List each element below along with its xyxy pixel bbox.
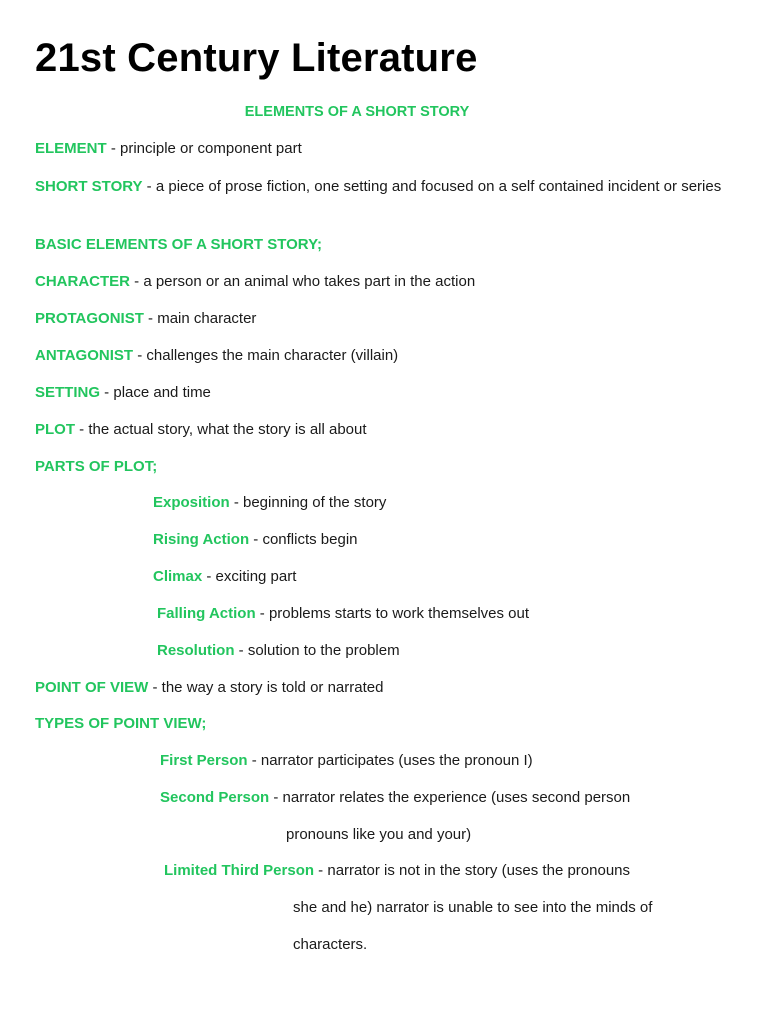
entry-definition: - the actual story, what the story is all about xyxy=(75,421,367,438)
entry-definition: - narrator participates (uses the pronoun I) xyxy=(247,752,533,769)
entry-term: Second Person xyxy=(160,789,270,806)
entry-definition: - challenges the main character (villain) xyxy=(133,347,399,364)
entry-first-person xyxy=(160,750,533,772)
entry-rising-action xyxy=(153,529,358,551)
entry-definition: pronouns like you and your) xyxy=(286,826,472,843)
entry-term: POINT OF VIEW xyxy=(35,679,149,696)
entry-term: Climax xyxy=(153,568,203,585)
entry-term: TYPES OF POINT VIEW; xyxy=(35,715,207,732)
entry-term: SHORT STORY xyxy=(35,178,143,195)
entry-definition: - problems starts to work themselves out xyxy=(255,605,530,622)
entry-term: PROTAGONIST xyxy=(35,310,144,327)
entry-definition: - conflicts begin xyxy=(249,531,358,548)
entry-term: PLOT xyxy=(35,421,75,438)
entry-term: Limited Third Person xyxy=(164,862,315,879)
entry-definition: - narrator relates the experience (uses second person xyxy=(269,789,631,806)
entry-continuation xyxy=(293,934,367,956)
page-title: 21st Century Literature xyxy=(35,36,478,80)
entry-definition: - solution to the problem xyxy=(234,642,400,659)
entry-protagonist xyxy=(35,308,256,330)
entry-definition: - a piece of prose fiction, one setting and focused on a self contained incident or series xyxy=(142,178,722,195)
heading-parts-of-plot xyxy=(35,456,157,478)
entry-term: Rising Action xyxy=(153,531,250,548)
entry-element xyxy=(35,138,302,160)
entry-short-story xyxy=(35,176,735,198)
entry-antagonist xyxy=(35,345,398,367)
entry-term: Falling Action xyxy=(157,605,256,622)
heading-types-of-point-view xyxy=(35,713,206,735)
entry-plot xyxy=(35,419,367,441)
entry-second-person xyxy=(160,787,630,809)
entry-exposition xyxy=(153,492,386,514)
entry-term: CHARACTER xyxy=(35,273,130,290)
entry-falling-action xyxy=(157,603,529,625)
entry-definition: - place and time xyxy=(100,384,211,401)
entry-definition: - the way a story is told or narrated xyxy=(148,679,384,696)
entry-definition: - beginning of the story xyxy=(229,494,387,511)
entry-term: First Person xyxy=(160,752,248,769)
entry-definition: - a person or an animal who takes part in the action xyxy=(130,273,476,290)
entry-definition: - exciting part xyxy=(202,568,297,585)
entry-definition: characters. xyxy=(293,936,368,953)
entry-definition: - principle or component part xyxy=(106,140,302,157)
heading-basic-elements xyxy=(35,234,322,256)
entry-definition: - narrator is not in the story (uses the pronouns xyxy=(314,862,631,879)
entry-resolution xyxy=(157,640,400,662)
entry-continuation xyxy=(286,824,471,846)
entry-definition: - main character xyxy=(143,310,257,327)
entry-limited-third-person xyxy=(164,860,630,882)
entry-setting xyxy=(35,382,211,404)
section-heading: ELEMENTS OF A SHORT STORY xyxy=(244,104,470,120)
entry-term: ELEMENT xyxy=(35,140,107,157)
entry-term: Resolution xyxy=(157,642,235,659)
entry-character xyxy=(35,271,475,293)
entry-definition: she and he) narrator is unable to see into the minds of xyxy=(293,899,653,916)
entry-term: Exposition xyxy=(153,494,230,511)
entry-point-of-view xyxy=(35,677,383,699)
entry-term: BASIC ELEMENTS OF A SHORT STORY; xyxy=(35,236,322,253)
entry-term: PARTS OF PLOT; xyxy=(35,458,158,475)
entry-climax xyxy=(153,566,296,588)
entry-continuation xyxy=(293,897,652,919)
entry-term: ANTAGONIST xyxy=(35,347,134,364)
entry-term: SETTING xyxy=(35,384,101,401)
